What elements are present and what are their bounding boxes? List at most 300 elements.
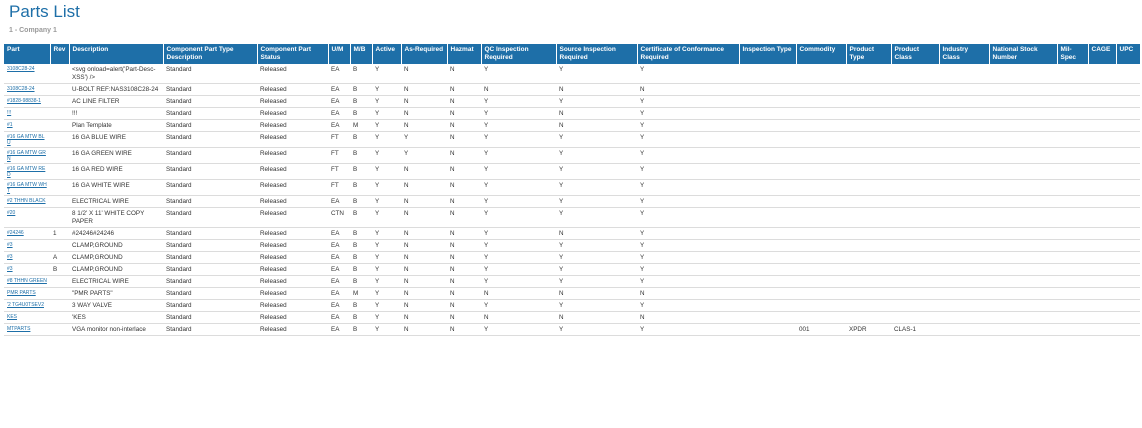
cell: Y <box>372 196 401 208</box>
cell: M <box>350 120 372 132</box>
cell <box>939 64 989 84</box>
cell: Standard <box>163 132 257 148</box>
cell: AC LINE FILTER <box>69 96 163 108</box>
cell: N <box>401 64 447 84</box>
cell: N <box>401 164 447 180</box>
cell <box>989 288 1057 300</box>
cell <box>1057 324 1088 336</box>
part-cell <box>4 196 50 208</box>
cell: Y <box>481 252 556 264</box>
cell: N <box>401 228 447 240</box>
cell: Y <box>637 148 739 164</box>
column-header[interactable]: Certificate of Conformance Required <box>637 44 739 64</box>
cell: Y <box>481 240 556 252</box>
cell: Standard <box>163 276 257 288</box>
cell <box>1057 108 1088 120</box>
column-header[interactable]: Rev <box>50 44 69 64</box>
cell <box>989 252 1057 264</box>
cell <box>50 324 69 336</box>
cell <box>891 108 939 120</box>
column-header[interactable]: Description <box>69 44 163 64</box>
table-row <box>4 120 1140 132</box>
cell <box>50 240 69 252</box>
cell: N <box>447 132 481 148</box>
cell: B <box>350 196 372 208</box>
cell: Standard <box>163 252 257 264</box>
cell: Y <box>481 208 556 228</box>
cell <box>796 84 846 96</box>
cell <box>1116 252 1140 264</box>
cell <box>1088 132 1116 148</box>
cell: Y <box>637 264 739 276</box>
cell: Standard <box>163 148 257 164</box>
cell: N <box>401 108 447 120</box>
cell: Released <box>257 180 328 196</box>
cell <box>1116 312 1140 324</box>
cell: Y <box>401 132 447 148</box>
cell <box>1088 164 1116 180</box>
cell: Y <box>481 180 556 196</box>
column-header[interactable]: Component Part Type Description <box>163 44 257 64</box>
cell <box>891 164 939 180</box>
part-number-link[interactable]: #3 <box>7 254 13 260</box>
cell: B <box>350 96 372 108</box>
cell: N <box>481 312 556 324</box>
cell <box>796 264 846 276</box>
cell: Y <box>372 300 401 312</box>
cell: N <box>401 312 447 324</box>
cell <box>891 264 939 276</box>
cell: N <box>447 96 481 108</box>
cell <box>796 164 846 180</box>
cell: N <box>481 288 556 300</box>
cell <box>796 196 846 208</box>
cell: N <box>447 324 481 336</box>
cell: Y <box>372 228 401 240</box>
column-header[interactable]: Part <box>4 44 50 64</box>
cell <box>939 120 989 132</box>
cell: N <box>637 84 739 96</box>
cell: Released <box>257 252 328 264</box>
cell: EA <box>328 312 350 324</box>
cell: Y <box>481 64 556 84</box>
cell: Y <box>556 132 637 148</box>
cell <box>891 252 939 264</box>
cell <box>739 196 796 208</box>
column-header[interactable]: UPC <box>1116 44 1140 64</box>
cell <box>1088 108 1116 120</box>
column-header[interactable]: Hazmat <box>447 44 481 64</box>
cell <box>1116 196 1140 208</box>
cell: N <box>447 148 481 164</box>
cell <box>891 96 939 108</box>
cell <box>739 324 796 336</box>
cell: B <box>350 132 372 148</box>
cell: Y <box>372 324 401 336</box>
cell: Y <box>372 132 401 148</box>
cell: N <box>447 108 481 120</box>
cell <box>1057 196 1088 208</box>
cell <box>846 228 891 240</box>
cell <box>939 208 989 228</box>
part-number-link[interactable]: #16 GA MTW WHT <box>7 182 47 194</box>
cell <box>1116 208 1140 228</box>
column-header[interactable]: U/M <box>328 44 350 64</box>
cell <box>1088 264 1116 276</box>
cell <box>50 164 69 180</box>
cell: Released <box>257 164 328 180</box>
cell: Y <box>401 148 447 164</box>
part-number-link[interactable]: 3108C28-24 <box>7 86 35 92</box>
part-number-link[interactable]: KES <box>7 314 18 320</box>
cell: N <box>401 240 447 252</box>
table-row <box>4 264 1140 276</box>
column-header[interactable]: Product Type <box>846 44 891 64</box>
part-number-link[interactable]: #20 <box>7 210 16 216</box>
cell <box>939 84 989 96</box>
part-number-link[interactable]: !!! <box>7 110 12 116</box>
cell <box>846 300 891 312</box>
column-header[interactable]: QC Inspection Required <box>481 44 556 64</box>
cell: N <box>447 228 481 240</box>
cell: N <box>556 312 637 324</box>
cell: N <box>447 264 481 276</box>
parts-table <box>4 44 1141 336</box>
cell: EA <box>328 264 350 276</box>
part-number-link[interactable]: #1828-98838-1 <box>7 98 41 104</box>
cell: 'KES <box>69 312 163 324</box>
part-number-link[interactable]: #1 <box>7 122 13 128</box>
cell <box>1057 252 1088 264</box>
cell: FT <box>328 164 350 180</box>
cell <box>739 276 796 288</box>
cell <box>1116 324 1140 336</box>
cell: Released <box>257 120 328 132</box>
cell: Y <box>556 148 637 164</box>
cell: EA <box>328 288 350 300</box>
cell: Released <box>257 108 328 120</box>
cell: 8 1/2' X 11' WHITE COPY PAPER <box>69 208 163 228</box>
cell: Released <box>257 300 328 312</box>
cell <box>989 196 1057 208</box>
part-number-link[interactable]: MTPARTS <box>7 326 31 332</box>
cell <box>50 148 69 164</box>
column-header[interactable]: Industry Class <box>939 44 989 64</box>
cell <box>739 288 796 300</box>
cell: Standard <box>163 120 257 132</box>
table-row <box>4 288 1140 300</box>
cell: Y <box>637 164 739 180</box>
cell: N <box>556 108 637 120</box>
cell <box>846 208 891 228</box>
cell <box>1116 180 1140 196</box>
cell <box>739 180 796 196</box>
cell <box>1088 96 1116 108</box>
cell <box>846 196 891 208</box>
part-number-link[interactable]: #16 GA MTW BLU <box>7 134 45 146</box>
cell <box>846 240 891 252</box>
cell: CLAMP,GROUND <box>69 240 163 252</box>
cell: FT <box>328 180 350 196</box>
cell: Standard <box>163 312 257 324</box>
cell: CLAMP,GROUND <box>69 252 163 264</box>
cell: Y <box>556 252 637 264</box>
cell: ELECTRICAL WIRE <box>69 276 163 288</box>
cell: #24246#24246 <box>69 228 163 240</box>
cell <box>891 240 939 252</box>
cell: Standard <box>163 300 257 312</box>
cell <box>796 148 846 164</box>
cell: Standard <box>163 108 257 120</box>
cell <box>1088 180 1116 196</box>
cell <box>989 96 1057 108</box>
cell: N <box>401 208 447 228</box>
column-header[interactable]: Product Class <box>891 44 939 64</box>
cell <box>989 228 1057 240</box>
table-row <box>4 164 1140 180</box>
cell <box>1088 148 1116 164</box>
part-cell <box>4 312 50 324</box>
cell: Released <box>257 312 328 324</box>
cell: Y <box>637 64 739 84</box>
cell: ELECTRICAL WIRE <box>69 196 163 208</box>
cell <box>739 148 796 164</box>
cell: N <box>401 324 447 336</box>
cell <box>891 196 939 208</box>
cell: N <box>556 288 637 300</box>
cell <box>50 208 69 228</box>
cell: Plan Template <box>69 120 163 132</box>
cell <box>50 312 69 324</box>
cell <box>739 228 796 240</box>
cell <box>939 96 989 108</box>
cell <box>739 240 796 252</box>
cell: CLAMP,GROUND <box>69 264 163 276</box>
cell <box>739 208 796 228</box>
cell <box>989 120 1057 132</box>
cell <box>1116 288 1140 300</box>
cell: N <box>447 312 481 324</box>
column-header[interactable]: M/B <box>350 44 372 64</box>
cell: Y <box>556 196 637 208</box>
cell <box>50 96 69 108</box>
cell: Standard <box>163 64 257 84</box>
cell: Released <box>257 148 328 164</box>
cell: Y <box>637 240 739 252</box>
part-cell <box>4 84 50 96</box>
cell: N <box>401 180 447 196</box>
cell <box>50 132 69 148</box>
cell <box>891 208 939 228</box>
cell: Y <box>556 96 637 108</box>
cell <box>891 148 939 164</box>
cell <box>796 120 846 132</box>
part-number-link[interactable]: '2 TG4U0TSEV2 <box>7 302 44 308</box>
table-row <box>4 96 1140 108</box>
cell <box>1057 148 1088 164</box>
cell: Y <box>481 148 556 164</box>
cell: Y <box>637 120 739 132</box>
cell: B <box>350 148 372 164</box>
cell <box>1057 300 1088 312</box>
cell: B <box>350 252 372 264</box>
cell <box>891 300 939 312</box>
cell: Y <box>556 180 637 196</box>
cell: Y <box>481 228 556 240</box>
cell <box>739 96 796 108</box>
column-header[interactable]: Inspection Type <box>739 44 796 64</box>
part-cell <box>4 132 50 148</box>
cell: Y <box>372 312 401 324</box>
cell: Y <box>481 196 556 208</box>
part-cell <box>4 252 50 264</box>
cell: EA <box>328 120 350 132</box>
cell: Y <box>481 96 556 108</box>
cell <box>796 312 846 324</box>
cell: 16 GA WHITE WIRE <box>69 180 163 196</box>
cell: B <box>350 84 372 96</box>
table-row <box>4 208 1140 228</box>
part-cell <box>4 228 50 240</box>
cell: Y <box>372 288 401 300</box>
cell <box>939 300 989 312</box>
part-number-link[interactable]: #8 THHN GREEN <box>7 278 47 284</box>
part-number-link[interactable]: 3108C28-24 <box>7 66 35 72</box>
cell <box>739 64 796 84</box>
cell <box>1088 252 1116 264</box>
cell <box>939 288 989 300</box>
cell: Standard <box>163 288 257 300</box>
cell: N <box>447 196 481 208</box>
part-number-link[interactable]: #3 <box>7 242 13 248</box>
cell: Y <box>637 132 739 148</box>
column-header[interactable]: Mil-Spec <box>1057 44 1088 64</box>
column-header[interactable]: Active <box>372 44 401 64</box>
column-header[interactable]: Commodity <box>796 44 846 64</box>
cell <box>1057 240 1088 252</box>
table-row <box>4 252 1140 264</box>
cell <box>1057 120 1088 132</box>
page-title: Parts List <box>9 2 80 21</box>
table-row <box>4 64 1140 84</box>
cell: N <box>401 252 447 264</box>
table-row <box>4 148 1140 164</box>
cell: B <box>350 264 372 276</box>
cell: Y <box>556 64 637 84</box>
part-cell <box>4 324 50 336</box>
part-cell <box>4 264 50 276</box>
table-body <box>4 64 1140 336</box>
cell <box>50 120 69 132</box>
cell: EA <box>328 324 350 336</box>
column-header[interactable]: National Stock Number <box>989 44 1057 64</box>
cell: B <box>350 276 372 288</box>
part-number-link[interactable]: #3 <box>7 266 13 272</box>
cell: Y <box>372 96 401 108</box>
cell: EA <box>328 240 350 252</box>
cell: N <box>447 276 481 288</box>
cell: N <box>447 240 481 252</box>
cell <box>1116 164 1140 180</box>
cell <box>939 252 989 264</box>
cell: CTN <box>328 208 350 228</box>
cell <box>1116 300 1140 312</box>
cell: Released <box>257 276 328 288</box>
cell: B <box>350 300 372 312</box>
cell <box>846 276 891 288</box>
cell <box>846 84 891 96</box>
cell: "PMR PARTS" <box>69 288 163 300</box>
cell <box>846 64 891 84</box>
cell <box>739 164 796 180</box>
cell: Y <box>372 148 401 164</box>
cell: N <box>447 288 481 300</box>
part-number-link[interactable]: #2 THHN BLACK <box>7 198 46 204</box>
cell <box>891 180 939 196</box>
table-row <box>4 276 1140 288</box>
cell: Y <box>372 164 401 180</box>
cell: N <box>637 288 739 300</box>
column-header[interactable]: As-Required <box>401 44 447 64</box>
cell <box>50 288 69 300</box>
cell: Y <box>372 208 401 228</box>
cell: B <box>350 312 372 324</box>
cell <box>891 228 939 240</box>
cell <box>891 64 939 84</box>
cell <box>891 132 939 148</box>
cell <box>50 180 69 196</box>
part-number-link[interactable]: #24246 <box>7 230 24 236</box>
part-number-link[interactable]: #16 GA MTW GRN <box>7 150 46 162</box>
cell <box>1116 264 1140 276</box>
cell <box>846 108 891 120</box>
part-number-link[interactable]: #16 GA MTW RED <box>7 166 46 178</box>
cell <box>1057 276 1088 288</box>
cell <box>796 180 846 196</box>
cell <box>1057 64 1088 84</box>
column-header[interactable]: CAGE <box>1088 44 1116 64</box>
part-number-link[interactable]: PMR PARTS <box>7 290 36 296</box>
column-header[interactable]: Source Inspection Required <box>556 44 637 64</box>
table-row <box>4 180 1140 196</box>
cell: B <box>350 180 372 196</box>
cell: EA <box>328 196 350 208</box>
cell <box>50 84 69 96</box>
cell: Released <box>257 196 328 208</box>
column-header[interactable]: Component Part Status <box>257 44 328 64</box>
cell: Released <box>257 64 328 84</box>
cell: N <box>556 228 637 240</box>
cell <box>739 132 796 148</box>
cell: Y <box>637 300 739 312</box>
cell: Y <box>481 132 556 148</box>
cell: Released <box>257 324 328 336</box>
cell <box>796 300 846 312</box>
cell: B <box>350 108 372 120</box>
cell <box>796 64 846 84</box>
cell: Standard <box>163 324 257 336</box>
cell: Y <box>372 84 401 96</box>
cell <box>846 148 891 164</box>
cell <box>989 208 1057 228</box>
cell <box>1088 288 1116 300</box>
cell: Released <box>257 84 328 96</box>
cell: Y <box>372 264 401 276</box>
cell <box>1116 108 1140 120</box>
cell: Y <box>637 208 739 228</box>
cell <box>1116 84 1140 96</box>
cell: Y <box>372 276 401 288</box>
